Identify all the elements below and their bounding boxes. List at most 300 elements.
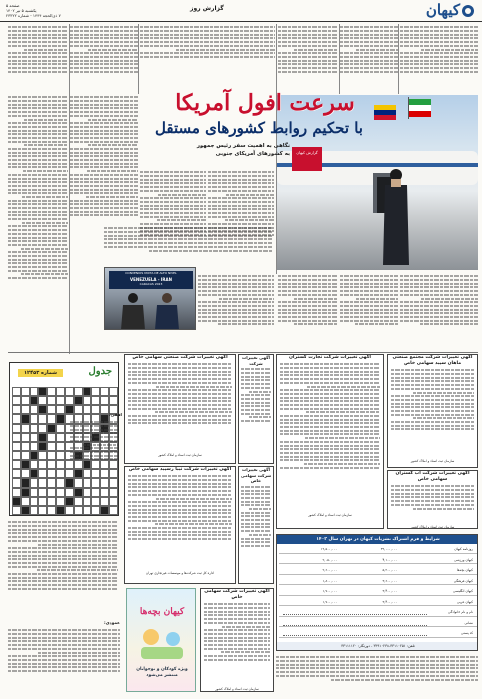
text-line — [278, 301, 338, 303]
text-line — [204, 629, 270, 631]
text-line — [70, 189, 138, 191]
crossword-cell[interactable] — [38, 497, 47, 506]
text-line — [340, 67, 398, 69]
crossword-cell[interactable] — [38, 478, 47, 487]
crossword-cell[interactable] — [109, 396, 118, 405]
text-line — [8, 174, 68, 176]
crossword-cell[interactable] — [12, 478, 21, 487]
crossword-cell[interactable] — [12, 488, 21, 497]
text-line — [340, 26, 398, 28]
ad-6-title: آگهی تغییرات شرکت تیبا رسپید سهامی خاص — [128, 467, 232, 472]
subscription-row — [279, 578, 477, 586]
table-cell: ۳۹,۰۰۰,۰۰۰ — [380, 547, 397, 551]
crossword-number: شماره ۱۲۴۵۳ — [18, 369, 63, 377]
crossword-cell[interactable] — [12, 497, 21, 506]
crossword-cell[interactable] — [56, 387, 65, 396]
kicker-line-1: نگاهی به اهمیت سفر رئیس جمهور — [196, 143, 290, 149]
text-line — [241, 545, 271, 547]
crossword-cell[interactable] — [47, 469, 56, 478]
text-line — [400, 56, 478, 58]
text-line — [276, 671, 478, 673]
text-line — [391, 380, 474, 382]
text-line — [278, 37, 338, 39]
president-figure-image — [381, 165, 411, 270]
crossword-cell[interactable] — [47, 405, 56, 414]
text-line — [241, 368, 271, 370]
text-line — [8, 56, 68, 58]
crossword-cell[interactable] — [65, 488, 74, 497]
text-line — [149, 250, 272, 252]
text-line — [38, 544, 118, 546]
crossword-cell[interactable] — [38, 488, 47, 497]
meeting-photo — [104, 267, 196, 330]
text-line — [400, 275, 478, 277]
text-line — [241, 409, 271, 411]
text-line — [8, 555, 118, 557]
text-line — [86, 196, 138, 198]
crossword-cell[interactable] — [65, 387, 74, 396]
text-line — [128, 516, 232, 518]
crossword-cell[interactable] — [47, 460, 56, 469]
crossword-cell[interactable] — [30, 478, 39, 487]
text-line — [8, 96, 68, 98]
crossword-cell[interactable] — [109, 387, 118, 396]
text-line — [400, 63, 478, 65]
flag-iran-icon — [407, 97, 433, 119]
crossword-cell[interactable] — [47, 387, 56, 396]
crossword-cell[interactable] — [21, 478, 30, 487]
text-line — [278, 294, 338, 296]
text-line — [241, 504, 271, 506]
text-line — [140, 223, 206, 225]
crossword-cell[interactable] — [38, 396, 47, 405]
text-line — [400, 290, 478, 292]
crossword-cell[interactable] — [74, 506, 83, 515]
text-line — [104, 227, 272, 229]
text-line — [8, 45, 68, 47]
crossword-cell[interactable] — [100, 396, 109, 405]
crossword-cell[interactable] — [56, 506, 65, 515]
text-line — [8, 115, 68, 117]
text-line — [128, 483, 232, 485]
text-line — [400, 312, 478, 314]
text-line — [128, 494, 232, 496]
crossword-cell[interactable] — [83, 396, 92, 405]
crossword-cell[interactable] — [65, 405, 74, 414]
text-line — [340, 52, 398, 54]
crossword-cell[interactable] — [74, 387, 83, 396]
kayhan-logo — [416, 2, 474, 20]
crossword-cell[interactable] — [65, 497, 74, 506]
text-line — [8, 240, 68, 242]
text-line — [400, 316, 478, 318]
text-column-r2 — [340, 25, 398, 93]
article-column-6 — [340, 274, 398, 350]
text-line — [340, 60, 398, 62]
text-line — [70, 207, 138, 209]
form-field-line[interactable] — [283, 635, 427, 636]
crossword-cell[interactable] — [12, 451, 21, 460]
text-line — [249, 508, 271, 510]
crossword-cell[interactable] — [12, 424, 21, 433]
crossword-cell[interactable] — [47, 497, 56, 506]
text-line — [280, 374, 380, 376]
text-line — [208, 201, 274, 203]
text-line — [70, 163, 138, 165]
text-line — [340, 309, 398, 311]
text-line — [278, 309, 338, 311]
crossword-cell[interactable] — [38, 405, 47, 414]
crossword-cell[interactable] — [30, 460, 39, 469]
crossword-cell[interactable] — [12, 405, 21, 414]
text-line — [70, 166, 138, 168]
crossword-cell[interactable] — [56, 451, 65, 460]
text-line — [140, 212, 206, 214]
text-line — [198, 283, 274, 285]
crossword-cell[interactable] — [21, 442, 30, 451]
crossword-cell[interactable] — [56, 478, 65, 487]
text-line — [340, 286, 398, 288]
crossword-cell[interactable] — [38, 414, 47, 423]
text-line — [23, 170, 68, 172]
subscription-table — [276, 534, 478, 651]
text-line — [8, 237, 68, 239]
text-line — [219, 298, 274, 300]
text-line — [8, 148, 68, 150]
crossword-cell[interactable] — [74, 405, 83, 414]
text-line — [104, 235, 272, 237]
text-line — [204, 659, 270, 661]
crossword-cell[interactable] — [30, 433, 39, 442]
crossword-cell[interactable] — [30, 396, 39, 405]
text-line — [8, 270, 68, 272]
text-line — [128, 408, 232, 410]
text-line — [204, 633, 270, 635]
text-line — [294, 323, 338, 325]
crossword-cell[interactable] — [56, 405, 65, 414]
text-line — [198, 309, 274, 311]
crossword-cell[interactable] — [21, 387, 30, 396]
crossword-cell[interactable] — [30, 451, 39, 460]
crossword-cell[interactable] — [47, 442, 56, 451]
text-line — [70, 425, 118, 427]
text-line — [400, 52, 478, 54]
crossword-cell[interactable] — [91, 387, 100, 396]
text-line — [391, 489, 474, 491]
crossword-cell[interactable] — [109, 488, 118, 497]
crossword-cell[interactable] — [91, 396, 100, 405]
article-column-7 — [278, 274, 338, 350]
text-line — [241, 493, 271, 495]
text-line — [241, 501, 271, 503]
crossword-cell[interactable] — [47, 433, 56, 442]
crossword-cell[interactable] — [83, 405, 92, 414]
crossword-cell[interactable] — [47, 506, 56, 515]
crossword-cell[interactable] — [109, 497, 118, 506]
text-line — [204, 607, 270, 609]
crossword-cell[interactable] — [83, 497, 92, 506]
text-line — [241, 523, 271, 525]
text-line — [140, 186, 206, 188]
text-line — [8, 562, 118, 564]
crossword-cell[interactable] — [30, 469, 39, 478]
logo-text: کیهان — [425, 1, 460, 19]
crossword-cell[interactable] — [12, 414, 21, 423]
text-line — [241, 413, 271, 415]
text-line — [140, 179, 206, 181]
ad-8-org: سازمان ثبت اسناد و املاک کشور — [215, 687, 259, 691]
text-line — [340, 294, 398, 296]
text-line — [8, 211, 68, 213]
crossword-cell[interactable] — [56, 460, 65, 469]
crossword-cell[interactable] — [91, 497, 100, 506]
text-line — [140, 182, 206, 184]
crossword-cell[interactable] — [21, 497, 30, 506]
crossword-cell[interactable] — [83, 387, 92, 396]
text-line — [400, 286, 478, 288]
crossword-cell[interactable] — [38, 506, 47, 515]
crossword-cell[interactable] — [56, 414, 65, 423]
text-line — [70, 71, 138, 73]
text-line — [340, 56, 398, 58]
text-line — [280, 363, 380, 365]
crossword-cell[interactable] — [21, 396, 30, 405]
text-column-r3 — [278, 25, 338, 93]
crossword-cell[interactable] — [38, 469, 47, 478]
crossword-cell[interactable] — [21, 414, 30, 423]
text-line — [8, 60, 68, 62]
table-cell: کیهان انگلیسی — [453, 589, 473, 593]
text-line — [8, 178, 68, 180]
ad-4-title: آگهی تغییرات شرکت — [242, 355, 270, 366]
text-line — [70, 159, 138, 161]
text-line — [140, 201, 206, 203]
text-line — [128, 527, 232, 529]
text-line — [280, 445, 380, 447]
text-line — [70, 451, 118, 453]
crossword-cell[interactable] — [65, 506, 74, 515]
text-line — [8, 192, 68, 194]
text-line — [70, 130, 138, 132]
crossword-cell[interactable] — [38, 460, 47, 469]
text-line — [198, 286, 274, 288]
crossword-cell[interactable] — [21, 488, 30, 497]
crossword-cell[interactable] — [12, 469, 21, 478]
text-line — [8, 214, 68, 216]
text-line — [278, 45, 338, 47]
text-line — [276, 664, 478, 666]
crossword-cell[interactable] — [91, 488, 100, 497]
table-cell: ۱,۷۰۰,۰۰۰ — [322, 599, 337, 604]
text-line — [280, 382, 380, 384]
text-line — [280, 378, 380, 380]
text-line — [280, 441, 380, 443]
text-line — [204, 655, 270, 657]
crossword-cell[interactable] — [47, 424, 56, 433]
crossword-cell[interactable] — [100, 488, 109, 497]
text-line — [24, 119, 68, 121]
crossword-cell[interactable] — [100, 506, 109, 515]
crossword-cell[interactable] — [38, 433, 47, 442]
crossword-cell[interactable] — [91, 405, 100, 414]
text-line — [8, 126, 68, 128]
text-line — [128, 400, 232, 402]
text-line — [340, 41, 398, 43]
crossword-cell[interactable] — [47, 451, 56, 460]
banner-line-3: CARACAS 2023 — [139, 282, 163, 286]
crossword-cell[interactable] — [21, 469, 30, 478]
crossword-cell[interactable] — [109, 506, 118, 515]
text-line — [278, 60, 338, 62]
text-line — [8, 34, 68, 36]
intro-bold-text — [140, 25, 275, 75]
ad-8-title: آگهی تغییرات شرکت سهامی خاص — [204, 589, 270, 600]
ad-box-7 — [238, 466, 274, 584]
crossword-cell[interactable] — [74, 497, 83, 506]
text-line — [128, 505, 232, 507]
crossword-cell[interactable] — [91, 506, 100, 515]
text-line — [21, 273, 68, 275]
crossword-cell[interactable] — [56, 396, 65, 405]
crossword-cell[interactable] — [47, 488, 56, 497]
text-line — [241, 402, 271, 404]
ad-3-title: آگهی تغییرات شرکت آب گستران سهامی خاص — [395, 471, 470, 482]
crossword-cell[interactable] — [30, 497, 39, 506]
text-line — [140, 30, 275, 32]
down-label: عمودی: — [104, 620, 120, 625]
text-line — [278, 275, 338, 277]
crossword-cell[interactable] — [30, 405, 39, 414]
text-line — [204, 622, 270, 624]
article-bold-quote — [104, 226, 272, 266]
crossword-cell[interactable] — [38, 387, 47, 396]
crossword-cell[interactable] — [56, 442, 65, 451]
text-line — [128, 363, 232, 365]
text-line — [70, 214, 138, 216]
text-line — [222, 626, 270, 628]
crossword-cell[interactable] — [12, 460, 21, 469]
crossword-cell[interactable] — [100, 497, 109, 506]
crossword-cell[interactable] — [30, 488, 39, 497]
text-line — [70, 96, 138, 98]
text-line — [128, 475, 232, 477]
crossword-cell[interactable] — [47, 396, 56, 405]
crossword-cell[interactable] — [30, 424, 39, 433]
crossword-cell[interactable] — [30, 442, 39, 451]
text-line — [413, 392, 474, 394]
crossword-cell[interactable] — [21, 506, 30, 515]
crossword-cell[interactable] — [56, 488, 65, 497]
text-line — [70, 447, 118, 449]
crossword-cell[interactable] — [65, 396, 74, 405]
crossword-cell[interactable] — [100, 387, 109, 396]
crossword-cell[interactable] — [12, 396, 21, 405]
text-line — [391, 421, 474, 423]
table-cell: کیهان بچه‌ها — [456, 568, 473, 572]
text-column-l1 — [70, 25, 138, 93]
table-cell: ۱,۸۰۰,۰۰۰ — [322, 578, 337, 583]
crossword-cell[interactable] — [83, 506, 92, 515]
text-line — [70, 34, 138, 36]
text-line — [8, 629, 120, 631]
text-line — [70, 174, 138, 176]
crossword-cell[interactable] — [56, 433, 65, 442]
crossword-cell[interactable] — [83, 488, 92, 497]
crossword-cell[interactable] — [21, 424, 30, 433]
form-field-line[interactable] — [283, 625, 427, 626]
crossword-cell[interactable] — [56, 424, 65, 433]
text-line — [70, 45, 138, 47]
text-line — [8, 163, 68, 165]
text-line — [70, 440, 118, 442]
crossword-cell[interactable] — [38, 442, 47, 451]
text-line — [8, 573, 118, 575]
crossword-cell[interactable] — [21, 405, 30, 414]
text-line — [8, 244, 68, 246]
crossword-cell[interactable] — [38, 424, 47, 433]
ad-3-org: سازمان ثبت اسناد و املاک کشور — [410, 525, 455, 529]
crossword-cell[interactable] — [12, 387, 21, 396]
text-line — [128, 382, 232, 384]
crossword-cell[interactable] — [38, 451, 47, 460]
text-line — [198, 290, 274, 292]
text-line — [8, 137, 68, 139]
form-field-line[interactable] — [283, 614, 427, 615]
crossword-cell[interactable] — [21, 460, 30, 469]
subscription-row — [279, 588, 477, 596]
text-line — [8, 207, 68, 209]
text-line — [8, 532, 118, 534]
crossword-cell[interactable] — [30, 414, 39, 423]
text-line — [8, 104, 68, 106]
text-line — [140, 52, 275, 54]
text-line — [8, 521, 118, 523]
crossword-cell[interactable] — [21, 433, 30, 442]
text-line — [8, 67, 68, 69]
text-line — [128, 479, 232, 481]
crossword-cell[interactable] — [56, 469, 65, 478]
table-cell: کیهان ورزشی — [454, 557, 473, 562]
crossword-cell[interactable] — [74, 488, 83, 497]
text-line — [278, 290, 338, 292]
text-line — [70, 52, 138, 54]
text-line — [241, 541, 271, 543]
crossword-cell[interactable] — [12, 442, 21, 451]
ad-1-title: آگهی تغییرات شرکت مجتمع صنعتی ماهان سپید سهامی خاص — [392, 355, 473, 366]
text-line — [70, 63, 138, 65]
crossword-cell[interactable] — [47, 478, 56, 487]
text-line — [22, 196, 68, 198]
subscription-row — [279, 557, 477, 565]
text-line — [391, 399, 474, 401]
text-line — [128, 378, 232, 380]
crossword-cell[interactable] — [47, 414, 56, 423]
crossword-title: جدول — [88, 366, 112, 377]
text-line — [24, 49, 68, 51]
crossword-cell[interactable] — [21, 451, 30, 460]
crossword-cell[interactable] — [12, 433, 21, 442]
across-label: افقی: — [108, 412, 122, 417]
crossword-cell[interactable] — [56, 497, 65, 506]
crossword-cell[interactable] — [30, 506, 39, 515]
text-line — [8, 107, 68, 109]
crossword-cell[interactable] — [12, 506, 21, 515]
crossword-cell[interactable] — [30, 387, 39, 396]
text-line — [278, 305, 338, 307]
text-line — [340, 290, 398, 292]
text-line — [391, 395, 474, 397]
crossword-cell[interactable] — [74, 396, 83, 405]
